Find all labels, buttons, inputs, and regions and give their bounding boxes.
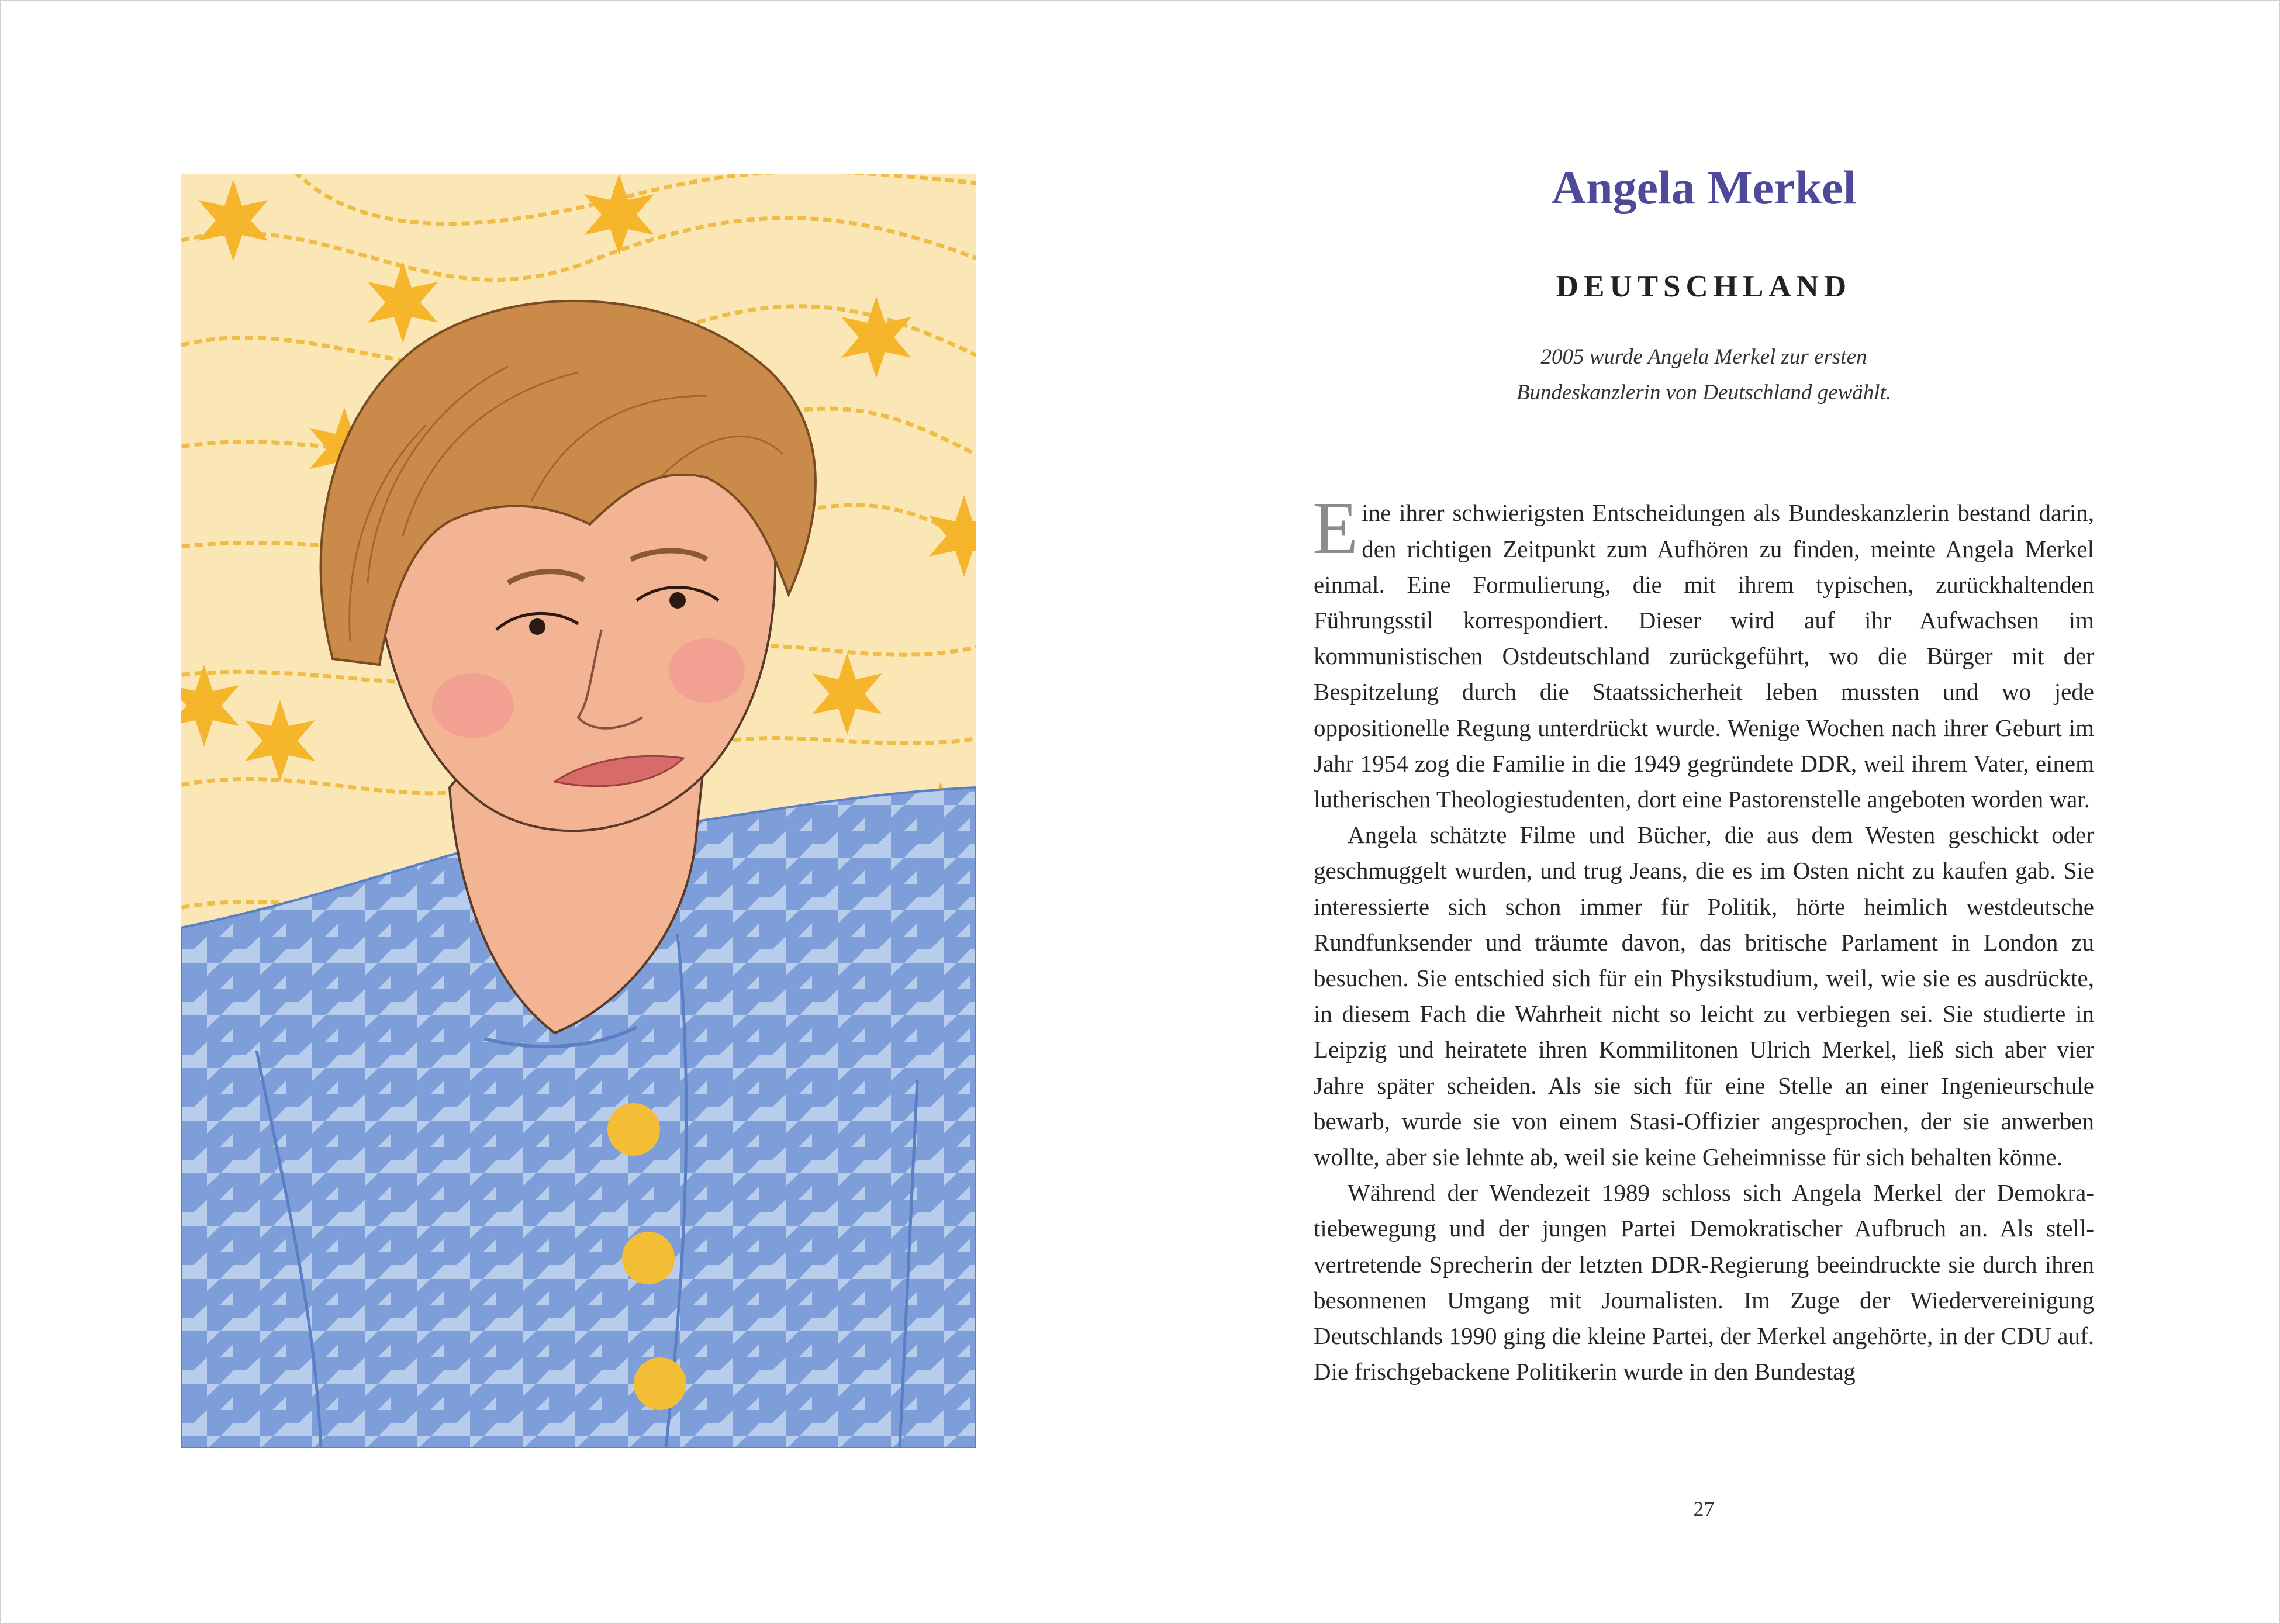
text-page — [1314, 159, 2094, 1390]
paragraph-3: Während der Wendezeit 1989 schloss sich Angela Merkel der Demokratiebewegung und der jungen Partei Demokratischer Aufbruch an. Als stellvertretende Sprecherin der letzten DDR-Regierung beeindruckte sie durch ihren besonnenen Umgang mit Journalisten. Im Zuge der Wiedervereinigung Deutschlands 1990 ging die kleine Partei, der Merkel angehörte, in der CDU auf. Die frischgebackene Politikerin wurde in den Bundestag — [1314, 1179, 2094, 1385]
subtitle — [1314, 339, 2094, 410]
jacket-button-3 — [634, 1357, 686, 1410]
subtitle-line-1: 2005 wurde Angela Merkel zur ersten — [1540, 345, 1867, 369]
page-title: Angela Merkel — [1551, 161, 1857, 214]
body-text — [1312, 486, 2094, 1390]
dropcap: E — [1312, 486, 1359, 570]
jacket-button-2 — [622, 1232, 675, 1284]
jacket-button-1 — [607, 1103, 660, 1156]
portrait-illustration — [181, 174, 976, 1448]
portrait-artwork — [181, 174, 976, 1448]
country-heading: DEUTSCHLAND — [1556, 269, 1852, 304]
subtitle-line-2: Bundeskanzlerin von Deutschland gewählt. — [1516, 381, 1892, 405]
paragraph-1-text: ine ihrer schwierigsten Entscheidungen als Bundeskanzlerin bestand darin, den richtigen Zeitpunkt zum Aufhören zu finden, meinte Angela Merkel einmal. Eine Formulierung, die mit ihrem typischen, zurückhaltenden Führungsstil korrespondiert. Dieser wird auf ihr Aufwachsen im kommunistischen Ostdeutschland zurückgeführt, wo die Bürger mit der Bespitzelung durch die Staatssicherheit leben mussten und wo jede oppositionelle Regung unterdrückt wurde. Wenige Wochen nach ihrer Geburt im Jahr 1954 zog die Familie in die 1949 gegründete DDR, weil ihrem Vater, einem lutherischen Theologiestudenten, dort eine Pastorenstelle angeboten worden war. — [1314, 499, 2094, 813]
cheek-right — [669, 638, 745, 703]
cheek-left — [432, 673, 514, 738]
paragraph-2: Angela schätzte Filme und Bücher, die aus dem Westen geschickt oder geschmuggelt wurden, und trug Jeans, die es im Osten nicht zu kaufen gab. Sie interessierte sich schon immer für Politik, hörte heimlich westdeutsche Rundfunksender und träumte davon, das britische Parlament in London zu besuchen. Sie entschied sich für ein Physikstudium, weil, wie sie es ausdrückte, in diesem Fach die Wahrheit nicht so leicht zu verbiegen sei. Sie studierte in Leipzig und heiratete ihren Kommilitonen Ulrich Merkel, ließ sich aber vier Jahre später scheiden. Als sie sich für eine Stelle an einer Ingenieurschule bewarb, wurde sie von einem Stasi-Offizier angesprochen, der sie anwerben wollte, aber sie lehnte ab, weil sie keine Geheimnisse für sich behalten könne. — [1314, 821, 2094, 1171]
paragraph-1 — [1312, 486, 2094, 817]
page-number: 27 — [1693, 1497, 1715, 1521]
